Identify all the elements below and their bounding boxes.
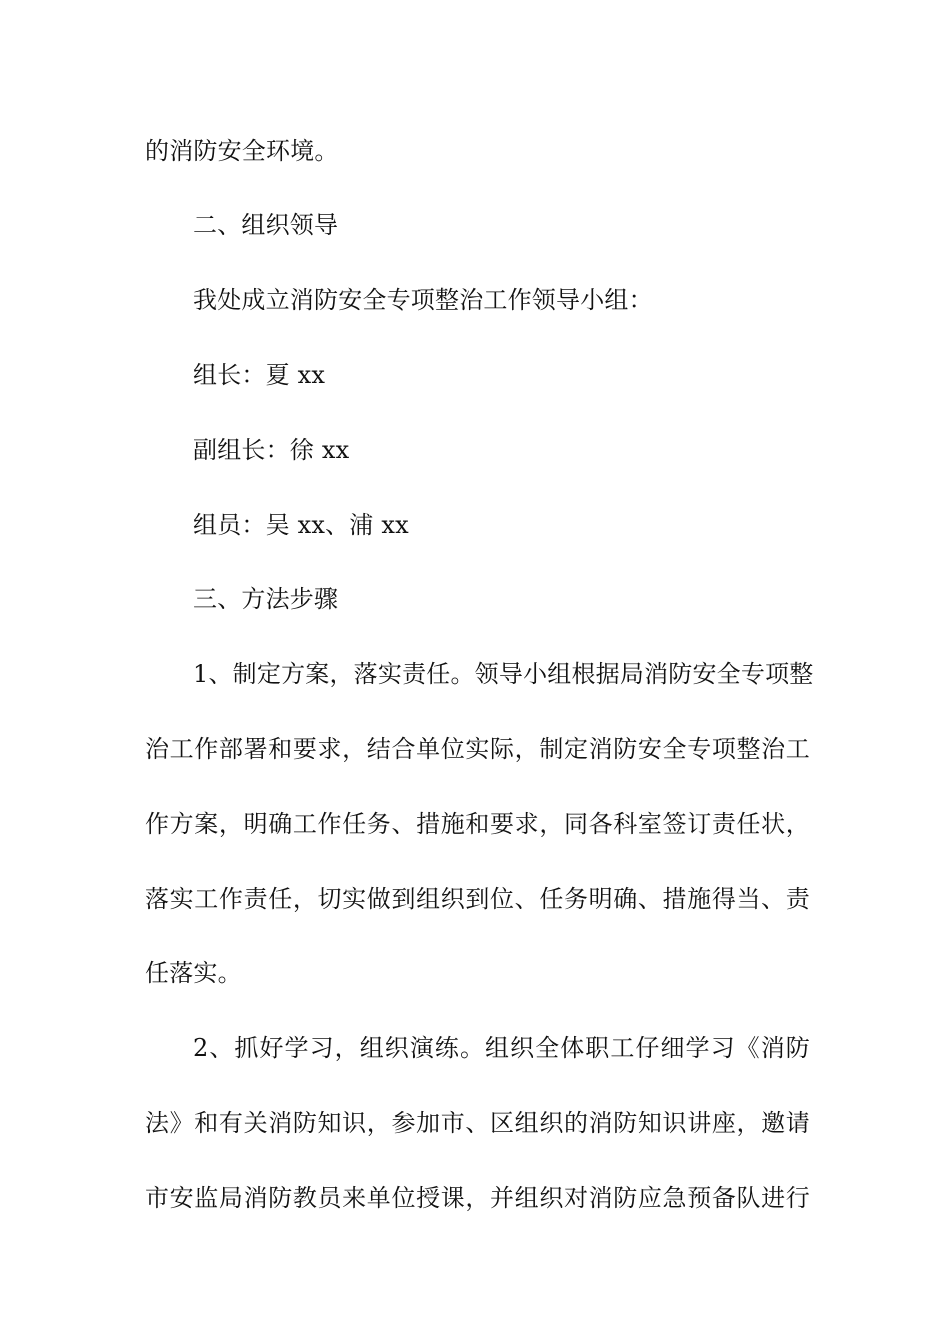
paragraph-line: 作方案，明确工作任务、措施和要求，同各科室签订责任状， (145, 810, 810, 838)
section-heading: 三、方法步骤 (193, 585, 339, 613)
paragraph-line: 的消防安全环境。 (145, 137, 339, 165)
section-heading: 二、组织领导 (193, 211, 339, 239)
paragraph-line: 我处成立消防安全专项整治工作领导小组： (193, 286, 653, 314)
deputy-leader-line: 副组长：徐 xx (193, 436, 350, 464)
paragraph-line: 治工作部署和要求，结合单位实际，制定消防安全专项整治工 (145, 735, 810, 763)
members-line: 组员：吴 xx、浦 xx (193, 511, 409, 539)
paragraph-line: 市安监局消防教员来单位授课，并组织对消防应急预备队进行 (145, 1184, 810, 1212)
paragraph-line: 法》和有关消防知识，参加市、区组织的消防知识讲座，邀请 (145, 1109, 810, 1137)
paragraph-line: 任落实。 (145, 959, 242, 987)
paragraph-line: 1、制定方案，落实责任。领导小组根据局消防安全专项整 (193, 660, 814, 688)
paragraph-line: 2、抓好学习，组织演练。组织全体职工仔细学习《消防 (193, 1034, 810, 1062)
paragraph-line: 落实工作责任，切实做到组织到位、任务明确、措施得当、责 (145, 885, 810, 913)
leader-line: 组长：夏 xx (193, 361, 326, 389)
